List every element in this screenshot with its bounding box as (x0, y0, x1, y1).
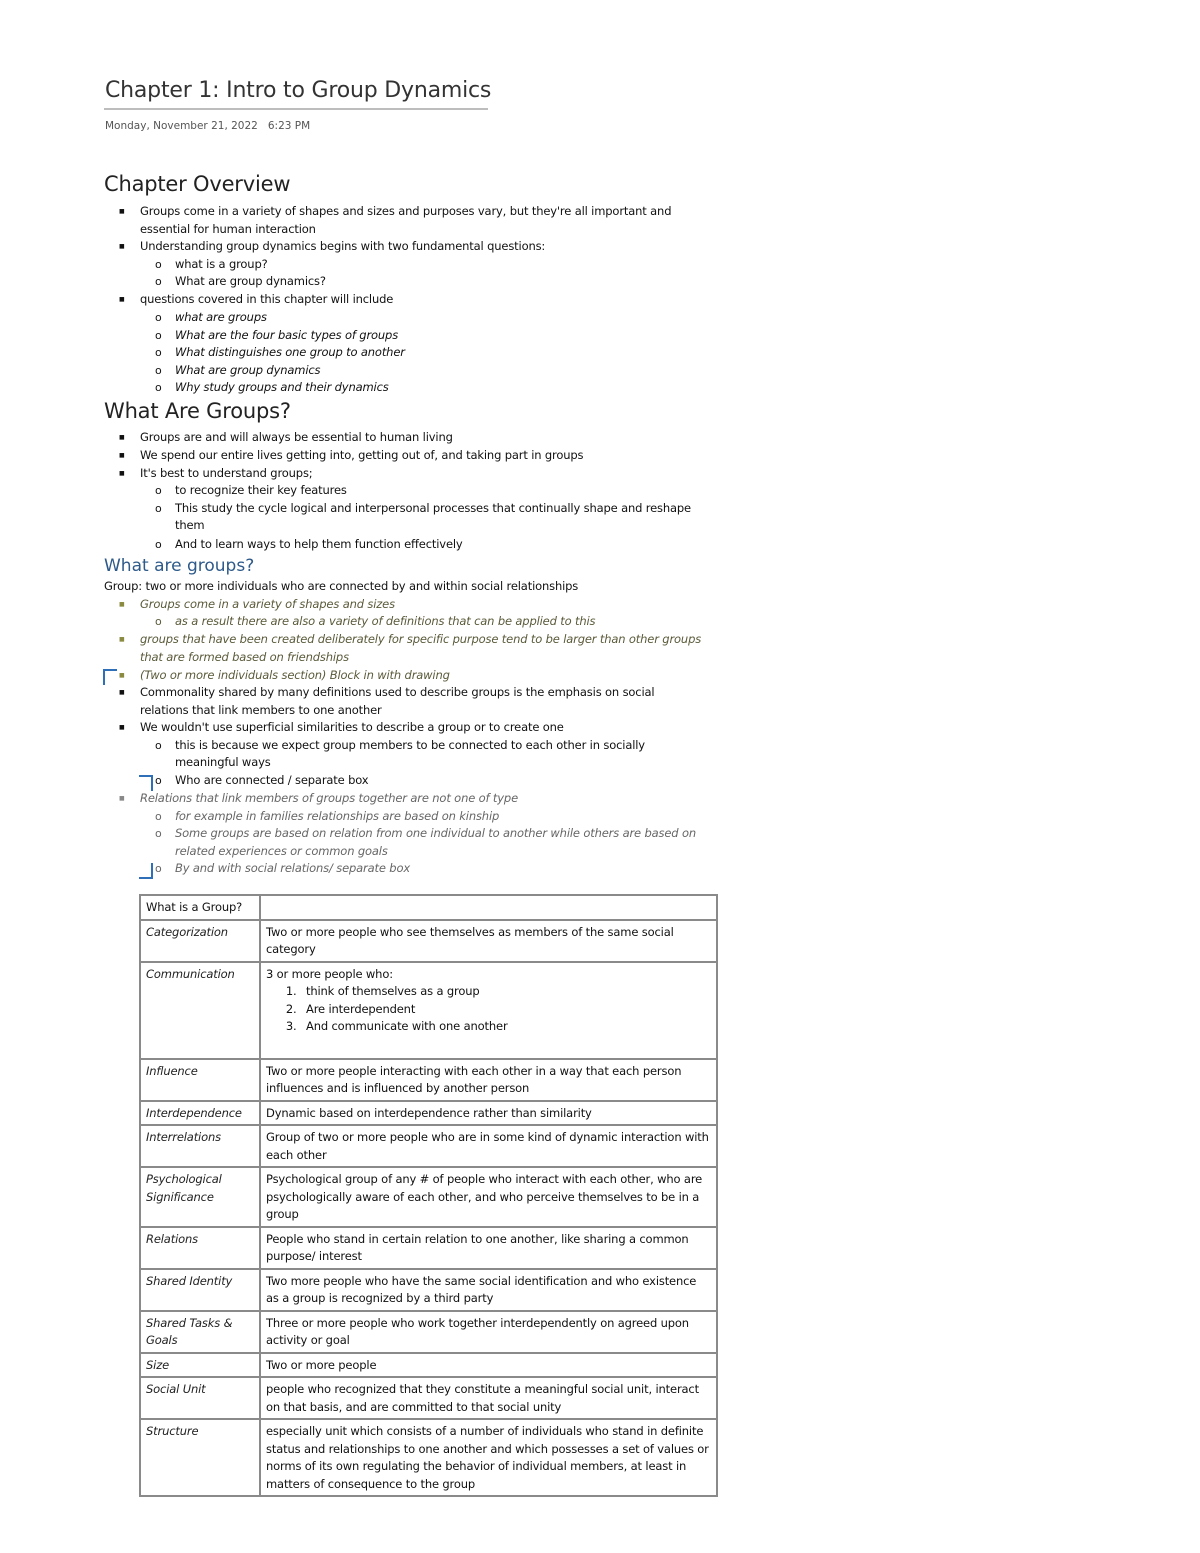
term-cell: Shared Identity (140, 1269, 260, 1311)
bullet-circle (155, 613, 162, 632)
list-item: What are group dynamics (175, 363, 321, 377)
table-row (140, 1353, 717, 1378)
table-header-row (140, 895, 717, 920)
list-item: 1. think of themselves as a group (300, 983, 711, 1001)
list-item-continued: that are formed based on friendships (140, 650, 349, 664)
term-cell: Categorization (140, 920, 260, 962)
drawing-bracket (139, 775, 153, 791)
table-row (140, 920, 717, 962)
definition-cell: Two or more people interacting with each other in a way that each person influences and is influenced by another person (260, 1059, 717, 1101)
title-underline (104, 108, 488, 110)
numbered-list (266, 983, 711, 1036)
list-item: this is because we expect group members to be connected to each other in socially (175, 738, 645, 752)
heading-what-are-groups: What Are Groups? (104, 399, 291, 423)
list-item: What distinguishes one group to another (175, 345, 405, 359)
bullet-square (119, 719, 125, 738)
bullet-square (119, 447, 125, 466)
page-date: Monday, November 21, 2022 (105, 120, 258, 132)
list-item: What are group dynamics? (175, 274, 326, 288)
list-item-continued: meaningful ways (175, 755, 271, 769)
table-row (140, 1125, 717, 1167)
bullet-circle (155, 379, 162, 398)
list-item: We wouldn't use superficial similarities to describe a group or to create one (140, 720, 564, 734)
list-item: By and with social relations/ separate box (175, 861, 411, 875)
list-item: Groups come in a variety of shapes and sizes (140, 597, 395, 611)
group-definitions-table (139, 894, 718, 1497)
list-item: Some groups are based on relation from one individual to another while others are based on (175, 826, 696, 840)
list-item: for example in families relationships are based on kinship (175, 809, 500, 823)
list-item: what is a group? (175, 257, 268, 271)
bullet-square (119, 790, 125, 809)
bullet-square (119, 465, 125, 484)
definition-cell: Two or more people (260, 1353, 717, 1378)
table-row (140, 1167, 717, 1227)
bullet-circle (155, 825, 162, 844)
bullet-circle (155, 482, 162, 501)
list-item: 3. And communicate with one another (300, 1018, 711, 1036)
bullet-square (119, 203, 125, 222)
table-row (140, 1311, 717, 1353)
bullet-square (119, 596, 125, 615)
term-cell: Structure (140, 1419, 260, 1496)
table-row (140, 962, 717, 1059)
bullet-circle (155, 344, 162, 363)
table-header-empty-cell (260, 895, 717, 920)
table-row (140, 1227, 717, 1269)
list-item: Why study groups and their dynamics (175, 380, 389, 394)
list-item: And to learn ways to help them function effectively (175, 537, 463, 551)
term-cell: Shared Tasks & Goals (140, 1311, 260, 1353)
bullet-circle (155, 808, 162, 827)
list-item: questions covered in this chapter will include (140, 292, 394, 306)
table-row (140, 1377, 717, 1419)
bullet-circle (155, 309, 162, 328)
list-item-continued: related experiences or common goals (175, 844, 388, 858)
list-item: Understanding group dynamics begins with two fundamental questions: (140, 239, 546, 253)
list-item-continued: essential for human interaction (140, 222, 316, 236)
drawing-bracket (139, 863, 153, 879)
drawing-bracket (103, 669, 117, 685)
list-item: What are the four basic types of groups (175, 328, 399, 342)
definition-cell: Group of two or more people who are in some kind of dynamic interaction with each other (260, 1125, 717, 1167)
bullet-circle (155, 860, 162, 879)
definition-text: 3 or more people who: (266, 966, 393, 981)
definition-cell: Psychological group of any # of people who interact with each other, who are psychologically aware of each other, and who perceive themselves to be in a group (260, 1167, 717, 1227)
bullet-circle (155, 327, 162, 346)
list-item: Groups come in a variety of shapes and sizes and purposes vary, but they're all important and (140, 204, 672, 218)
table-header-cell: What is a Group? (140, 895, 260, 920)
definition-cell (260, 962, 717, 1059)
term-cell: Interrelations (140, 1125, 260, 1167)
table-row (140, 1269, 717, 1311)
list-item-continued: them (175, 518, 205, 532)
bullet-circle (155, 772, 162, 791)
list-item: to recognize their key features (175, 483, 347, 497)
list-item: Who are connected / separate box (175, 773, 369, 787)
list-item: groups that have been created deliberately for specific purpose tend to be larger than other groups (140, 632, 702, 646)
table-row (140, 1101, 717, 1126)
bullet-circle (155, 362, 162, 381)
table-row (140, 1059, 717, 1101)
page-time: 6:23 PM (267, 120, 311, 132)
list-item: Relations that link members of groups together are not one of type (140, 791, 519, 805)
page-title: Chapter 1: Intro to Group Dynamics (105, 78, 492, 103)
definition-cell: Three or more people who work together interdependently on agreed upon activity or goal (260, 1311, 717, 1353)
term-cell: Interdependence (140, 1101, 260, 1126)
definition-cell: Dynamic based on interdependence rather than similarity (260, 1101, 717, 1126)
term-cell: Relations (140, 1227, 260, 1269)
definition-cell: especially unit which consists of a number of individuals who stand in definite status and relationships to one another and which possesses a set of values or norms of its own regulating the behavior of individual members, at least in matters of consequence to the group (260, 1419, 717, 1496)
bullet-square (119, 631, 125, 650)
bullet-square (119, 429, 125, 448)
list-item: what are groups (175, 310, 267, 324)
bullet-circle (155, 256, 162, 275)
bullet-square (119, 291, 125, 310)
bullet-square (119, 684, 125, 703)
list-item: as a result there are also a variety of definitions that can be applied to this (175, 614, 596, 628)
list-item: 2. Are interdependent (300, 1001, 711, 1019)
term-cell: Social Unit (140, 1377, 260, 1419)
term-cell: Communication (140, 962, 260, 1059)
definition-cell: People who stand in certain relation to one another, like sharing a common purpose/ interest (260, 1227, 717, 1269)
term-cell: Psychological Significance (140, 1167, 260, 1227)
page-datetime (105, 120, 320, 132)
heading-what-are-groups-sub: What are groups? (104, 556, 255, 576)
list-item: This study the cycle logical and interpersonal processes that continually shape and reshape (175, 501, 691, 515)
bullet-circle (155, 737, 162, 756)
definition-cell: Two or more people who see themselves as members of the same social category (260, 920, 717, 962)
heading-chapter-overview: Chapter Overview (104, 172, 291, 196)
bullet-circle (155, 273, 162, 292)
bullet-circle (155, 536, 162, 555)
list-item: (Two or more individuals section) Block in with drawing (140, 668, 450, 682)
bullet-circle (155, 500, 162, 519)
bullet-square (119, 667, 125, 686)
term-cell: Size (140, 1353, 260, 1378)
list-item: It's best to understand groups; (140, 466, 313, 480)
list-item: Commonality shared by many definitions used to describe groups is the emphasis on social (140, 685, 655, 699)
table-row (140, 1419, 717, 1496)
bullet-square (119, 238, 125, 257)
definition-cell: people who recognized that they constitute a meaningful social unit, interact on that basis, and are committed to that social unity (260, 1377, 717, 1419)
list-item: Groups are and will always be essential to human living (140, 430, 453, 444)
definition-cell: Two more people who have the same social identification and who existence as a group is recognized by a third party (260, 1269, 717, 1311)
term-cell: Influence (140, 1059, 260, 1101)
list-item: We spend our entire lives getting into, getting out of, and taking part in groups (140, 448, 584, 462)
definition-group: Group: two or more individuals who are connected by and within social relationships (104, 579, 579, 593)
list-item-continued: relations that link members to one another (140, 703, 382, 717)
